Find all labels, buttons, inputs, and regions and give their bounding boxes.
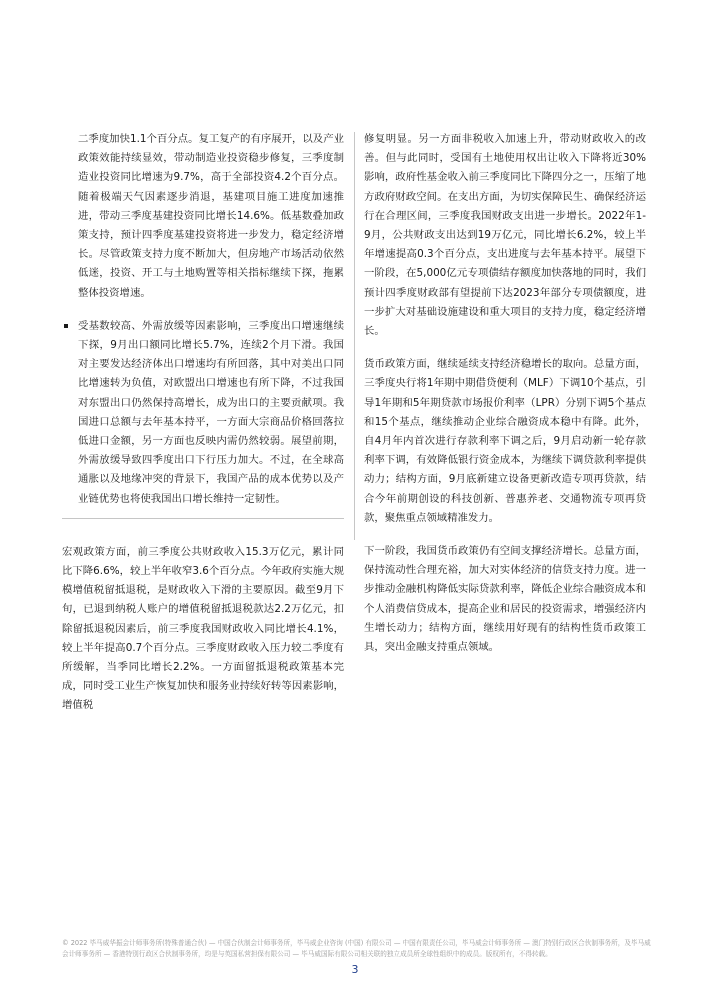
- bullet-item-exports: [62, 317, 344, 509]
- page-number: 3: [351, 963, 359, 976]
- right-paragraph-monetary: 货币政策方面，继续延续支持经济稳增长的取向。总量方面，三季度央行将1年期中期借贷便利（MLF）下调10个基点，引导1年期和5年期贷款市场报价利率（LPR）分别下调5个基点和15个基点，继续推动企业综合融资成本稳中有降。此外，自4月年内首次进行存款利率下调之后，9月启动新一轮存款利率下调，有效降低银行资金成本，为继续下调贷款利率提供动力；结构方面，9月底新建立设备更新改造专项再贷款，结合今年前期创设的科技创新、普惠养老、交通物流专项再贷款，聚焦重点领域精准发力。: [364, 358, 646, 524]
- right-paragraph-fiscal: 修复明显。另一方面非税收入加速上升，带动财政收入的改善。但与此同时，受国有土地使用权出让收入下降将近30%影响，政府性基金收入前三季度同比下降四分之一，压缩了地方政府财政空间。在支出方面，为切实保障民生、确保经济运行在合理区间，三季度我国财政支出进一步增长。2022年1-9月，公共财政支出达到19万亿元，同比增长6.2%，较上半年增速提高0.3个百分点，支出进度与去年基本持平。展望下一阶段，在5,000亿元专项债结存额度加快落地的同时，我们预计四季度财政部有望提前下达2023年部分专项债额度，进一步扩大对基础设施建设和重大项目的支持力度，稳定经济增长。: [364, 133, 646, 338]
- right-paragraph-outlook: 下一阶段，我国货币政策仍有空间支撑经济增长。总量方面，保持流动性合理充裕，加大对实体经济的信贷支持力度。进一步推动金融机构降低实际贷款利率，降低企业综合融资成本和个人消费信贷成本，提高企业和居民的投资需求，增强经济内生增长动力；结构方面，继续用好现有的结构性货币政策工具，突出金融支持重点领域。: [364, 545, 646, 654]
- bullet-square-icon: [64, 324, 68, 328]
- column-divider: [354, 132, 355, 540]
- bullet-text-exports: 受基数较高、外需放缓等因素影响，三季度出口增速继续下探，9月出口额同比增长5.7%，连续2个月下滑。我国对主要发达经济体出口增速均有所回落，其中对美出口同比增速转为负值，对欧盟出口增速也有所下降，不过我国对东盟出口仍然保持高增长，成为出口的主要贡献项。我国进口总额与去年基本持平，一方面大宗商品价格回落拉低进口金额，另一方面也反映内需仍然较弱。展望前期，外需放缓导致四季度出口下行压力加大。不过，在全球高通胀以及地缘冲突的背景下，我国产品的成本优势以及产业链优势也将使我国出口增长维持一定韧性。: [78, 319, 344, 505]
- left-paragraph-investment: 二季度加快1.1个百分点。复工复产的有序展开，以及产业政策效能持续显效，带动制造业投资稳步修复，三季度制造业投资同比增速为9.7%，高于全部投资4.2个百分点。随着极端天气因素逐步消退，基建项目施工进度加速推进，带动三季度基建投资同比增长14.6%。低基数叠加政策支持，预计四季度基建投资将进一步发力，稳定经济增长。尽管政策支持力度不断加大，但房地产市场活动依然低迷，投资、开工与土地购置等相关指标继续下探，拖累整体投资增速。: [78, 133, 344, 299]
- right-column: [364, 130, 646, 657]
- copyright-footer: © 2022 毕马威华振会计师事务所(特殊普通合伙) — 中国合伙制会计师事务所，毕马威企业咨询 (中国) 有限公司 — 中国有限责任公司，毕马威会计师事务所 — 澳门特别行政区合伙制事务所，及毕马威会计师事务所 — 香港特别行政区合伙制事务所，均是与英国私营担保有限公司 — 毕马威国际有限公司相关联的独立成员所全球性组织中的成员。版权所有，不得转载。: [62, 939, 651, 958]
- left-paragraph-fiscal: 宏观政策方面，前三季度公共财政收入15.3万亿元，累计同比下降6.6%，较上半年收窄3.6个百分点。今年政府实施大规模增值税留抵退税，是财政收入下滑的主要原因。截至9月下旬，已退到纳税人账户的增值税留抵退税款达2.2万亿元，扣除留抵退税因素后，前三季度我国财政收入同比增长4.1%，较上半年提高0.7个百分点。三季度财政收入压力较二季度有所缓解，当季同比增长2.2%。一方面留抵退税政策基本完成，同时受工业生产恢复加快和服务业持续好转等因素影响，增值税: [62, 545, 344, 712]
- left-column: [62, 130, 344, 716]
